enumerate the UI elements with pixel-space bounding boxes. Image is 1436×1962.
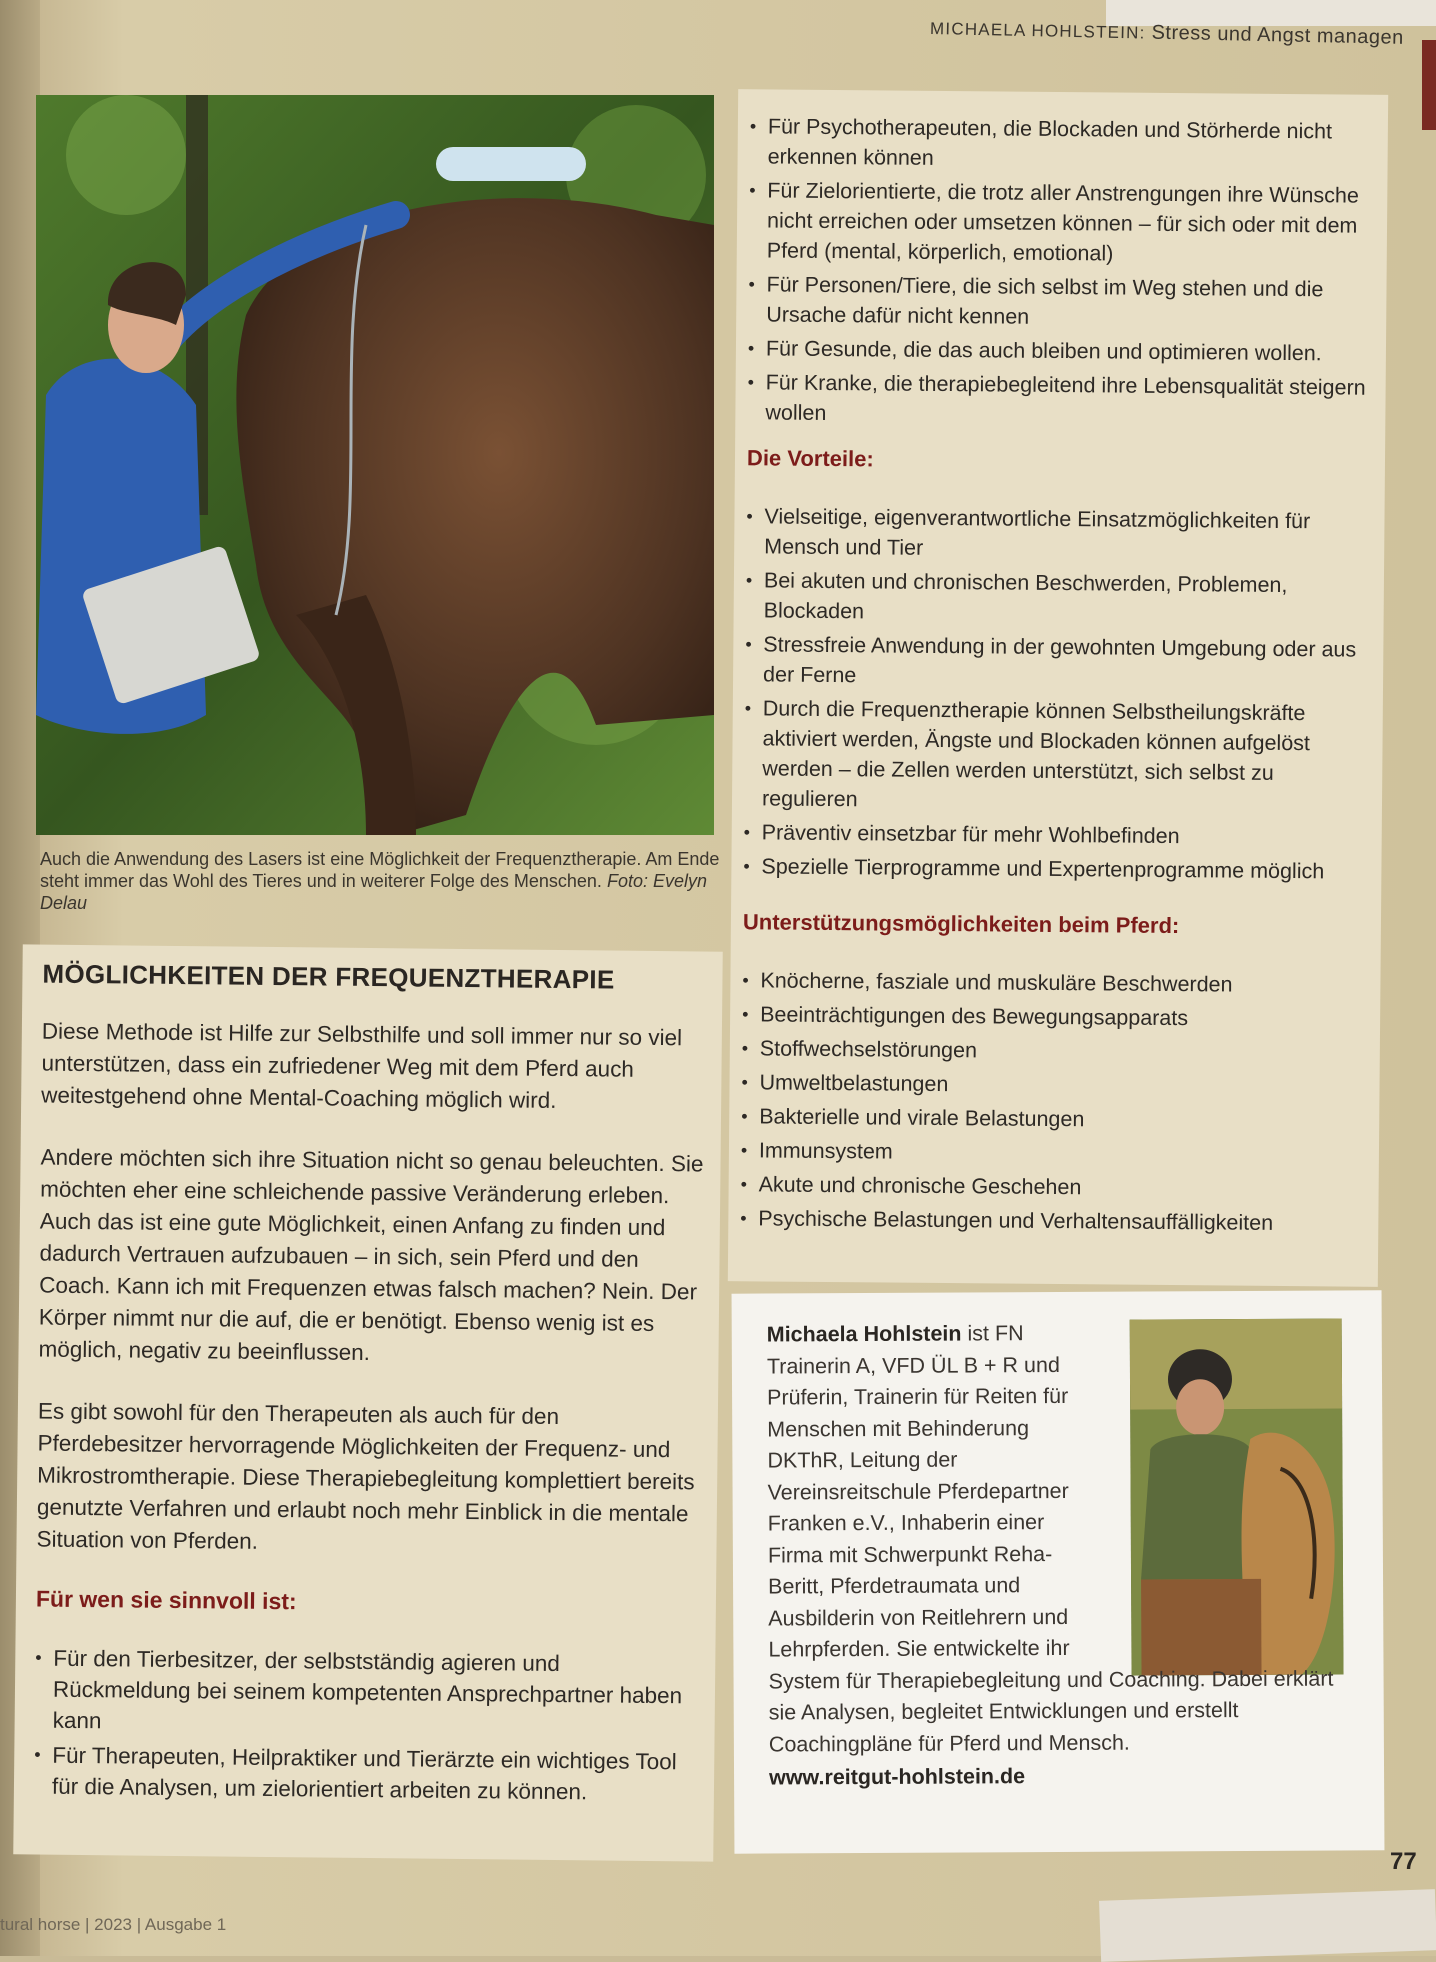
horse-support-list — [740, 965, 1370, 1238]
list-item: • Psychische Belastungen und Verhaltensauffälligkeiten — [740, 1203, 1368, 1238]
benefits-box — [728, 89, 1388, 1287]
author-name: Michaela Hohlstein — [766, 1321, 962, 1347]
list-item: • Durch die Frequenztherapie können Selbstheilungskräfte aktiviert werden, Ängste und Blockaden können aufgelöst werden – die Zellen werden unterstützt, sich selbst zu regulieren — [744, 693, 1373, 818]
list-item: • Für den Tierbesitzer, der selbstständig agieren und Rückmeldung bei seinem kompetenten Ansprechpartner haben kann — [34, 1643, 703, 1743]
running-head-author: MICHAELA HOHLSTEIN: — [929, 18, 1146, 43]
list-item: • Bei akuten und chronischen Beschwerden, Problemen, Blockaden — [746, 565, 1374, 630]
page-number: 77 — [1390, 1848, 1417, 1875]
paragraph: Es gibt sowohl für den Therapeuten als auch für den Pferdebesitzer hervorragende Möglichkeiten der Frequenz- und Mikrostromtherapie. Diese Therapiebegleitung komplettiert bereits genutzte Verfahren und erlaubt noch mehr Einblick in die mentale Situation von Pferden. — [36, 1398, 695, 1554]
list-item: • Stressfreie Anwendung in der gewohnten Umgebung oder aus der Ferne — [745, 629, 1373, 694]
target-group-heading: Für wen sie sinnvoll ist: — [35, 1585, 297, 1615]
advantages-heading: Die Vorteile: — [746, 445, 874, 472]
list-item: • Spezielle Tierprogramme und Expertenprogramme möglich — [743, 851, 1371, 886]
frequency-therapy-box — [13, 944, 722, 1861]
author-bio-text: ist FN Trainerin A, VFD ÜL B + R und Prüferin, Trainerin für Reiten für Menschen mit Behinderung DKThR, Leitung der Vereinsreitschule Pferdepartner Franken e.V., Inhaberin einer Firma mit Schwerpunkt Reha-Beritt, Pferdetraumata und Ausbilderin von Reitlehrern und Lehrpferden. Sie entwickelte ihr System für Therapiebegleitung und Coaching. Dabei erklärt sie Analysen, begleitet Entwicklungen und erstellt Coachingpläne für Pferd und Mensch. — [766, 1321, 1334, 1757]
caption-text: Auch die Anwendung des Lasers ist eine Möglichkeit der Frequenztherapie. Am Ende steht immer das Wohl des Tieres und in weiterer Folge des Menschen. — [40, 849, 720, 891]
list-item: • Vielseitige, eigenverantwortliche Einsatzmöglichkeiten für Mensch und Tier — [746, 501, 1374, 566]
horse-support-heading: Unterstützungsmöglichkeiten beim Pferd: — [742, 909, 1180, 939]
author-bio — [767, 1316, 1349, 1794]
paragraph: Diese Methode ist Hilfe zur Selbsthilfe und soll immer nur so viel unterstützen, dass ein zufriedener Weg mit dem Pferd auch weitestgehend ohne Mental-Coaching möglich wird. — [41, 1018, 683, 1113]
list-item: • Für Zielorientierte, die trotz aller Anstrengungen ihre Wünsche nicht erreichen oder umsetzen können – für sich oder mit dem Pferd (mental, körperlich, emotional) — [749, 175, 1378, 270]
list-item: • Stoffwechselstörungen — [742, 1033, 1370, 1068]
list-item: • Umweltbelastungen — [741, 1067, 1369, 1102]
author-bio-box — [732, 1290, 1385, 1853]
target-group-list — [34, 1643, 704, 1809]
author-website-link[interactable]: www.reitgut-hohlstein.de — [769, 1764, 1026, 1790]
advantages-list — [743, 501, 1374, 886]
list-item: • Beeinträchtigungen des Bewegungsapparats — [742, 999, 1370, 1034]
list-item: • Für Psychotherapeuten, die Blockaden und Störherde nicht erkennen können — [749, 111, 1377, 176]
therapy-photo — [36, 95, 714, 835]
list-item: • Präventiv einsetzbar für mehr Wohlbefinden — [744, 817, 1372, 852]
background-paper — [1099, 1889, 1436, 1962]
photo-credit: Foto: Evelyn Delau — [40, 871, 707, 913]
running-head-title: Stress und Angst managen — [1151, 21, 1404, 49]
list-item: • Für Gesunde, die das auch bleiben und optimieren wollen. — [748, 333, 1376, 368]
photo-spacer — [1097, 1316, 1349, 1659]
list-item: • Für Kranke, die therapiebegleitend ihre Lebensqualität steigern wollen — [747, 367, 1375, 432]
list-item: • Immunsystem — [741, 1135, 1369, 1170]
target-list-continued — [747, 111, 1378, 432]
list-item: • Für Therapeuten, Heilpraktiker und Tierärzte ein wichtiges Tool für die Analysen, um zielorientiert arbeiten zu können. — [34, 1740, 703, 1809]
list-item: • Akute und chronische Geschehen — [741, 1169, 1369, 1204]
photo-caption — [40, 848, 720, 914]
paragraph: Andere möchten sich ihre Situation nicht so genau beleuchten. Sie möchten eher eine schleichende passive Veränderung erleben. Auch das ist eine gute Möglichkeit, einen Anfang zu finden und dadurch Vertrauen aufzubauen – in sich, sein Pferd und den Coach. Kann ich mit Frequenzen etwas falsch machen? Nein. Der Körper nimmt nur die auf, die er benötigt. Ebenso wenig ist es möglich, negativ zu beeinflussen. — [38, 1144, 704, 1366]
list-item: • Für Personen/Tiere, die sich selbst im Weg stehen und die Ursache dafür nicht kennen — [748, 269, 1376, 334]
magazine-footer: tural horse | 2023 | Ausgabe 1 — [0, 1915, 227, 1934]
page-edge-strip — [1422, 40, 1436, 130]
box-title: MÖGLICHKEITEN DER FREQUENZTHERAPIE — [42, 958, 615, 995]
list-item: • Knöcherne, fasziale und muskuläre Beschwerden — [742, 965, 1370, 1000]
list-item: • Bakterielle und virale Belastungen — [741, 1101, 1369, 1136]
